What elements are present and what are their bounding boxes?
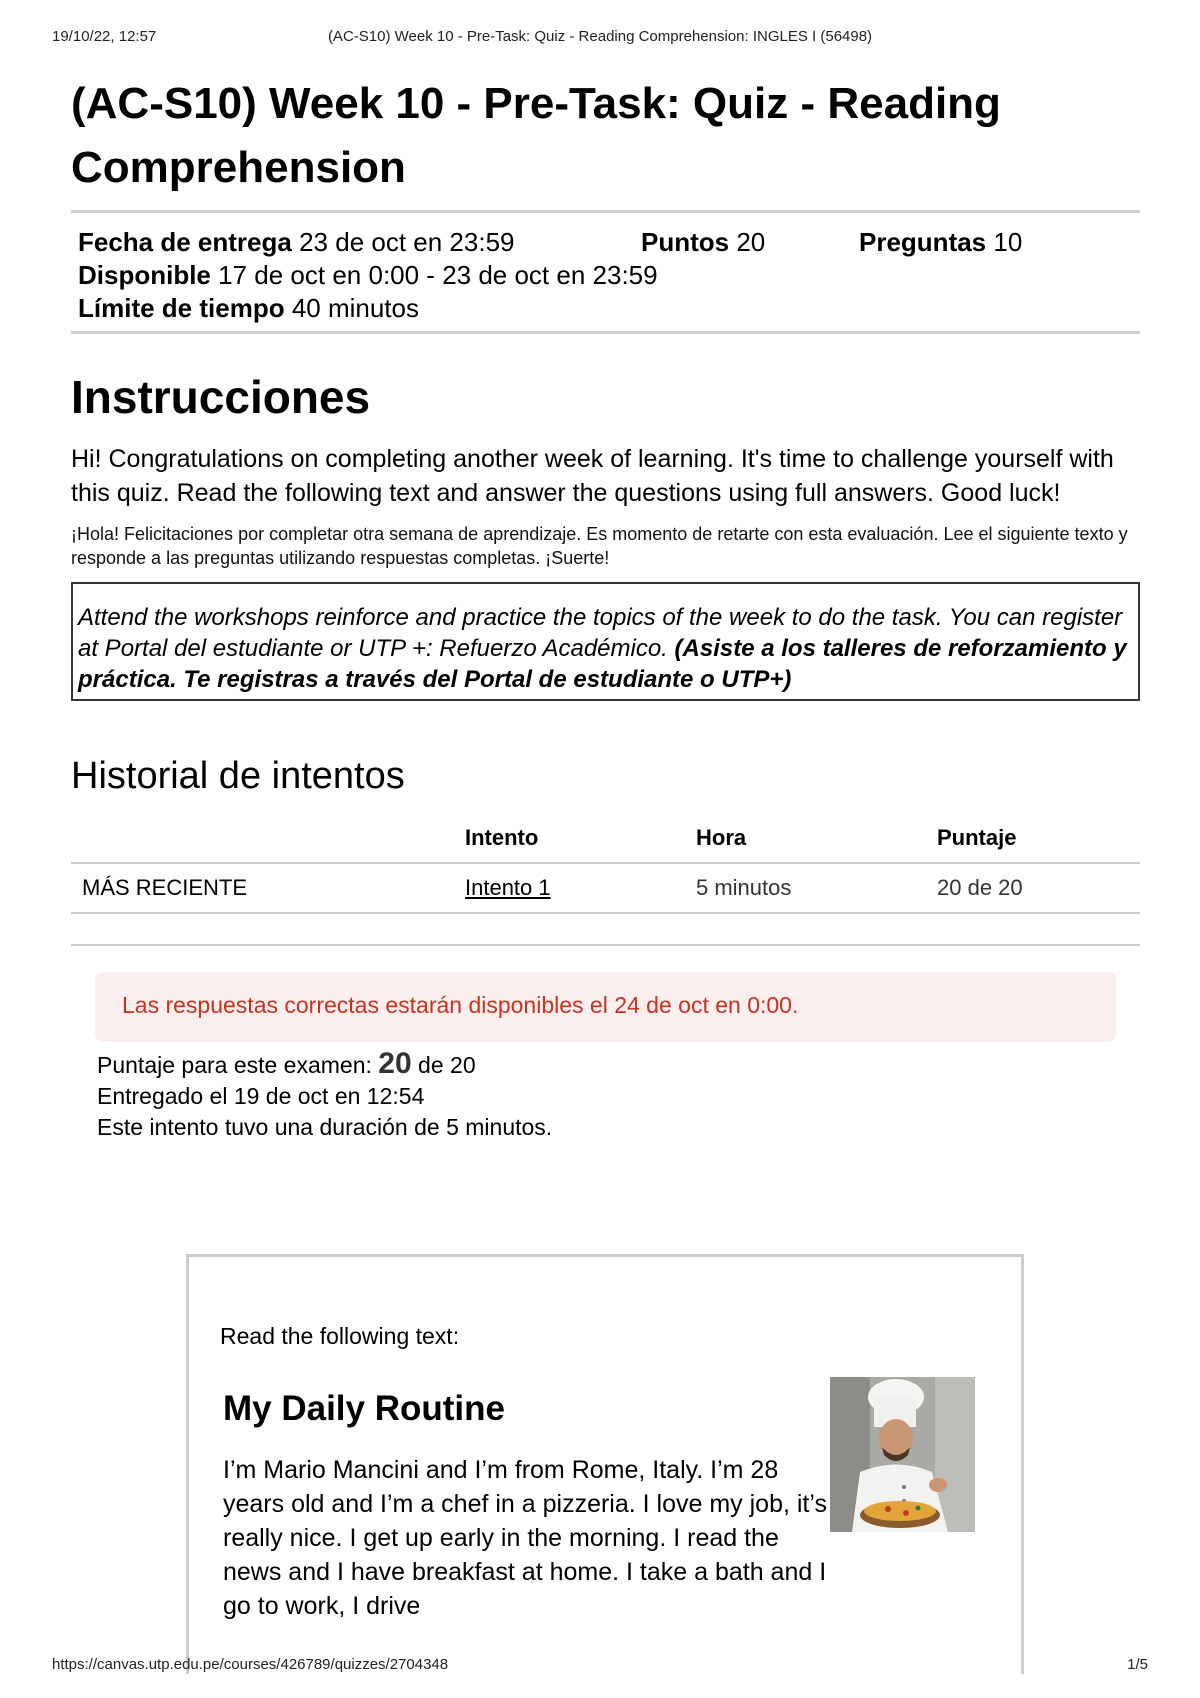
- page-title-line-2: Comprehension: [71, 143, 406, 192]
- workshop-callout: [71, 582, 1140, 701]
- attempt-time: 5 minutos: [696, 863, 937, 913]
- time-limit-label: Límite de tiempo: [78, 293, 285, 323]
- available-row: [78, 260, 658, 291]
- attempt-link[interactable]: Intento 1: [465, 875, 551, 900]
- story-title: My Daily Routine: [223, 1389, 505, 1428]
- print-document-title: (AC-S10) Week 10 - Pre-Task: Quiz - Reading Comprehension: INGLES I (56498): [327, 28, 873, 45]
- page-number: 1/5: [1127, 1656, 1148, 1673]
- history-heading: Historial de intentos: [71, 755, 405, 797]
- story-text: I’m Mario Mancini and I’m from Rome, Italy. I’m 28 years old and I’m a chef in a pizzeria. I love my job, it’s really nice. I get up early in the morning. I read the news and I have breakfast at home. I take a bath and I go to work, I drive: [223, 1456, 827, 1620]
- print-header: [52, 28, 1148, 48]
- table-row: [71, 863, 1140, 913]
- quiz-content: [71, 72, 1140, 1143]
- due-label: Fecha de entrega: [78, 227, 292, 257]
- print-url: https://canvas.utp.edu.pe/courses/426789/quizzes/2704348: [52, 1656, 449, 1673]
- print-footer: [52, 1656, 1148, 1676]
- instructions-heading: Instrucciones: [71, 371, 371, 423]
- attempts-table: [71, 814, 1140, 914]
- score-suffix: de 20: [411, 1052, 476, 1078]
- column-header-attempt: Intento: [465, 814, 696, 863]
- print-date: 19/10/22, 12:57: [52, 28, 157, 45]
- attempt-tag: MÁS RECIENTE: [71, 863, 465, 913]
- chef-photo: [830, 1377, 975, 1532]
- score-line: [97, 1048, 1140, 1081]
- divider: [71, 331, 1140, 334]
- time-limit-row: [78, 293, 419, 324]
- available-value: 17 de oct en 0:00 - 23 de oct en 23:59: [218, 260, 658, 290]
- divider: [71, 944, 1140, 946]
- question-prompt: Read the following text:: [220, 1323, 460, 1349]
- instructions-english: Hi! Congratulations on completing another week of learning. It's time to challenge yourself with this quiz. Read the following text and answer the questions using full answers. Good luck!: [71, 445, 1114, 507]
- attempt-score: 20 de 20: [937, 863, 1140, 913]
- answers-availability-alert: Las respuestas correctas estarán disponibles el 24 de oct en 0:00.: [95, 972, 1116, 1042]
- time-limit-value: 40 minutos: [291, 293, 419, 323]
- available-label: Disponible: [78, 260, 211, 290]
- quiz-details: [71, 213, 1140, 331]
- score-label: Puntaje para este examen:: [97, 1052, 379, 1078]
- column-header-time: Hora: [696, 814, 937, 863]
- question-box: [186, 1254, 1024, 1674]
- page-title: [71, 72, 1140, 200]
- questions-label: Preguntas: [859, 227, 987, 257]
- due-value: 23 de oct en 23:59: [299, 227, 515, 257]
- page-title-line-1: (AC-S10) Week 10 - Pre-Task: Quiz - Reading: [71, 79, 1001, 128]
- column-header-score: Puntaje: [937, 814, 1140, 863]
- duration-line: Este intento tuvo una duración de 5 minutos.: [97, 1114, 553, 1140]
- detail-row-1: [78, 227, 515, 258]
- points-value: 20: [736, 227, 766, 257]
- table-header-row: [71, 814, 1140, 863]
- points-label: Puntos: [641, 227, 730, 257]
- callout-bold-text: (Asiste a los talleres de reforzamiento y práctica. Te registras a través del Portal de estudiante o UTP+): [78, 635, 1127, 693]
- questions-row: [859, 227, 1022, 258]
- callout-text: Attend the workshops reinforce and practice the topics of the week to do the task. You can register at Portal del estudiante or UTP +: Refuerzo Académico.: [78, 604, 1123, 662]
- questions-value: 10: [993, 227, 1023, 257]
- attempt-cell: [465, 863, 696, 913]
- score-summary: [97, 1048, 1140, 1143]
- points-row: [641, 227, 765, 258]
- instructions-spanish: ¡Hola! Felicitaciones por completar otra semana de aprendizaje. Es momento de retarte con esta evaluación. Lee el siguiente texto y responde a las preguntas utilizando respuestas completas. ¡Suerte!: [71, 524, 1128, 568]
- submitted-line: Entregado el 19 de oct en 12:54: [97, 1083, 425, 1109]
- column-header-empty: [71, 814, 465, 863]
- score-value: 20: [378, 1047, 412, 1080]
